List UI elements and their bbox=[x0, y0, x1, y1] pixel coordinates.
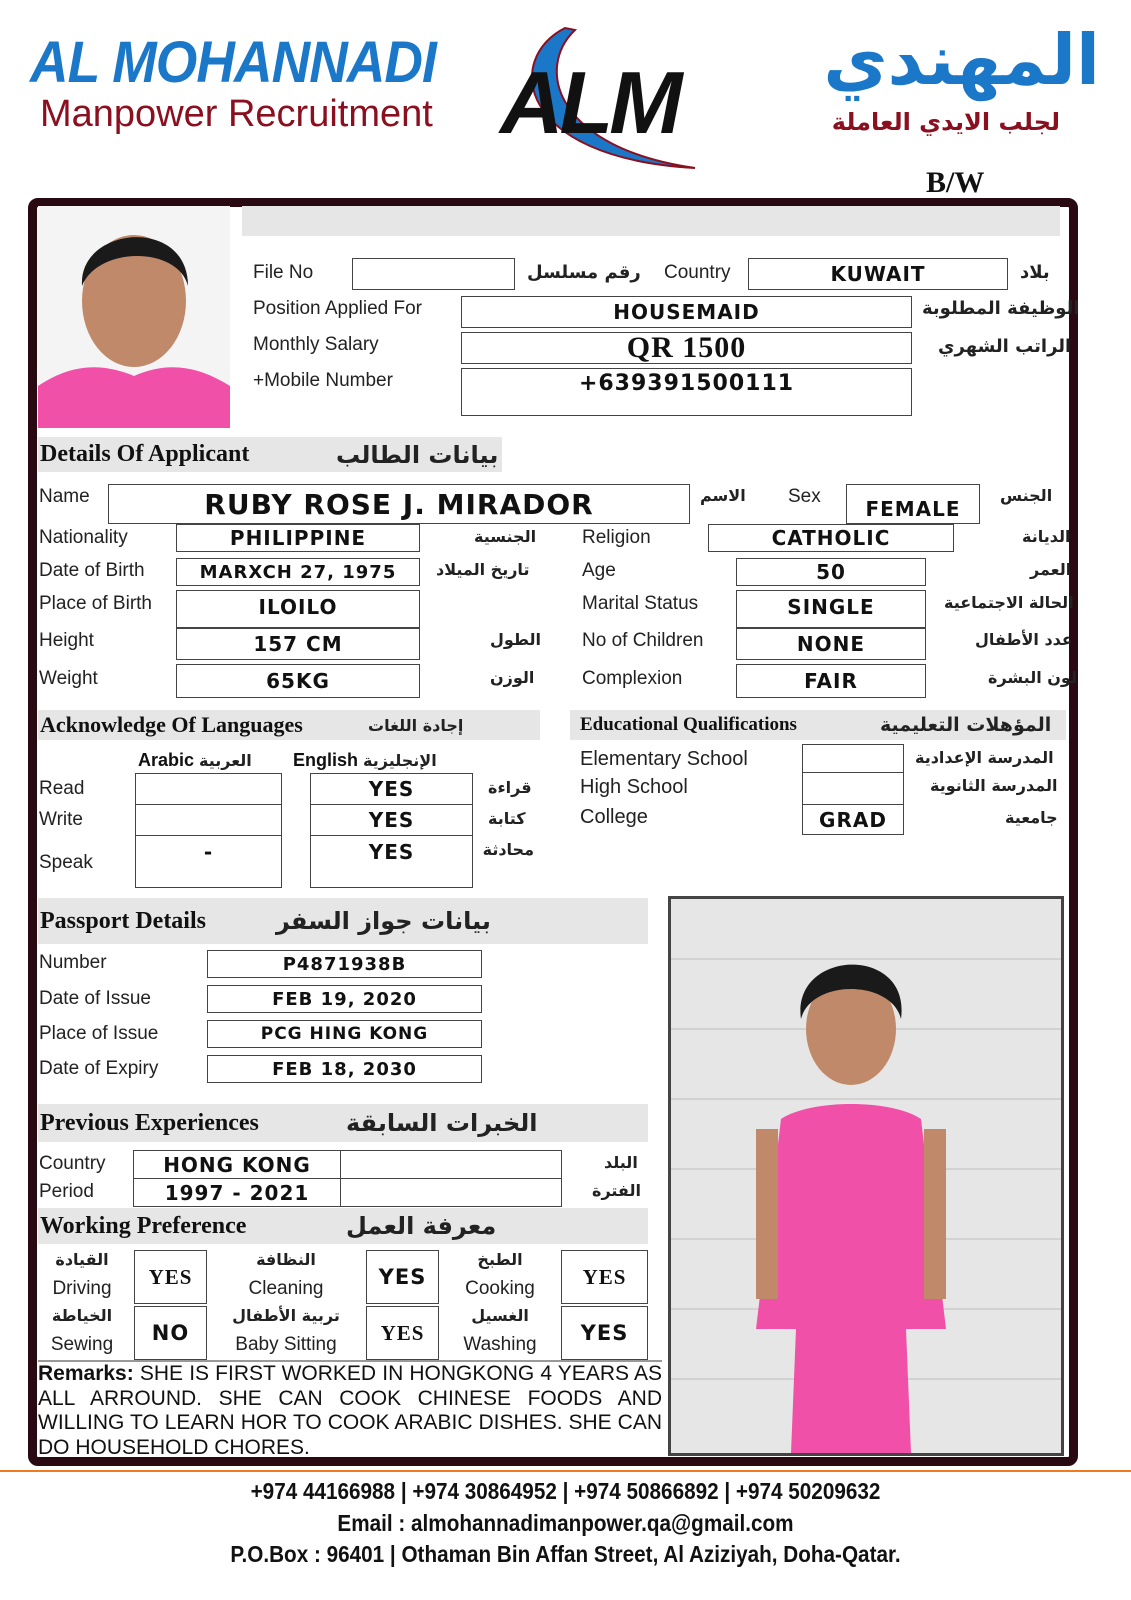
details-header bbox=[38, 437, 502, 472]
file-no-label: File No bbox=[253, 262, 314, 283]
pref-value[interactable]: YES bbox=[561, 1250, 648, 1304]
elementary-label-ar: المدرسة الإعدادية bbox=[915, 748, 1054, 767]
country-field[interactable]: KUWAIT bbox=[748, 258, 1008, 290]
pob-field[interactable]: ILOILO bbox=[176, 590, 420, 628]
pref-label-ar: الطبخ bbox=[477, 1250, 523, 1269]
issue-place-field[interactable]: PCG HING KONG bbox=[207, 1020, 482, 1048]
college-label-ar: جامعية bbox=[1005, 808, 1058, 827]
sex-label: Sex bbox=[788, 486, 821, 507]
pref-value[interactable]: YES bbox=[366, 1250, 439, 1304]
education-header bbox=[570, 710, 1066, 740]
remarks bbox=[38, 1360, 662, 1460]
position-label-ar: الوظيفة المطلوبة bbox=[922, 298, 1080, 319]
children-field[interactable]: NONE bbox=[736, 628, 926, 660]
preference-header bbox=[38, 1208, 648, 1244]
write-arabic[interactable] bbox=[135, 804, 282, 836]
age-label-ar: العمر bbox=[1030, 560, 1072, 579]
pref-value[interactable]: NO bbox=[134, 1306, 207, 1360]
age-label: Age bbox=[582, 560, 616, 581]
pref-label: Driving bbox=[52, 1278, 112, 1299]
english-col-ar: الإنجليزية bbox=[363, 751, 437, 770]
highschool-label: High School bbox=[580, 776, 688, 798]
applicant-full-photo bbox=[668, 896, 1064, 1456]
pref-label-ar: الخياطة bbox=[51, 1306, 113, 1325]
languages-title: Acknowledge Of Languages bbox=[40, 712, 303, 737]
logo-mark: ALM bbox=[500, 53, 679, 152]
exp-period-label-ar: الفترة bbox=[592, 1181, 641, 1200]
weight-field[interactable]: 65KG bbox=[176, 664, 420, 698]
experience-title-ar: الخبرات السابقة bbox=[346, 1109, 538, 1137]
arabic-col-label bbox=[138, 750, 252, 771]
english-col-text: English bbox=[293, 750, 359, 770]
experience-title: Previous Experiences bbox=[40, 1109, 259, 1136]
exp-period-field[interactable]: 1997 - 2021 bbox=[133, 1178, 341, 1207]
sex-label-ar: الجنس bbox=[1000, 486, 1053, 505]
pref-value[interactable]: YES bbox=[561, 1306, 648, 1360]
salary-field[interactable]: QR 1500 bbox=[461, 332, 912, 364]
pref-label-ar: القيادة bbox=[55, 1250, 109, 1269]
elementary-field[interactable] bbox=[802, 744, 904, 773]
write-label-ar: كتابة bbox=[488, 809, 526, 828]
remarks-text: SHE IS FIRST WORKED IN HONGKONG 4 YEARS AS ALL ARROUND. SHE CAN COOK CHINESE FOODS AND WILLING TO LEARN HOR TO COOK ARABIC DISHES. SHE CAN DO HOUSEHOLD CHORES. bbox=[38, 1362, 662, 1459]
sex-field[interactable]: FEMALE bbox=[846, 484, 980, 524]
country-label: Country bbox=[664, 262, 731, 283]
elementary-label: Elementary School bbox=[580, 748, 748, 770]
pref-label: Sewing bbox=[50, 1334, 114, 1355]
file-no-field[interactable] bbox=[352, 258, 515, 290]
exp-country-label: Country bbox=[39, 1153, 106, 1174]
mobile-field[interactable]: +639391500111 bbox=[461, 368, 912, 416]
file-no-label-ar: رقم مسلسل bbox=[527, 262, 641, 283]
children-label-ar: عدد الأطفال bbox=[975, 630, 1073, 649]
pref-label: Washing bbox=[463, 1334, 537, 1355]
marital-label: Marital Status bbox=[582, 593, 699, 614]
college-field[interactable]: GRAD bbox=[802, 804, 904, 835]
languages-header bbox=[38, 710, 540, 740]
read-english[interactable]: YES bbox=[310, 773, 473, 805]
name-field[interactable]: RUBY ROSE J. MIRADOR bbox=[108, 484, 690, 524]
english-col-label bbox=[293, 750, 437, 771]
details-title-ar: بيانات الطالب bbox=[336, 440, 499, 469]
salary-label: Monthly Salary bbox=[253, 334, 379, 355]
position-field[interactable]: HOUSEMAID bbox=[461, 296, 912, 328]
logo-en: AL MOHANNADI bbox=[30, 30, 436, 95]
footer-address: P.O.Box : 96401 | Othaman Bin Affan Street, Al Aziziyah, Doha-Qatar. bbox=[230, 1541, 901, 1567]
preference-title-ar: معرفة العمل bbox=[346, 1212, 497, 1240]
nationality-label-ar: الجنسية bbox=[474, 527, 537, 546]
exp-period-label: Period bbox=[39, 1181, 94, 1202]
religion-label-ar: الديانة bbox=[1022, 527, 1071, 546]
name-label: Name bbox=[39, 486, 90, 507]
position-label: Position Applied For bbox=[253, 298, 422, 319]
passport-number-label: Number bbox=[39, 952, 107, 973]
applicant-headshot bbox=[38, 206, 230, 428]
dob-field[interactable]: MARXCH 27, 1975 bbox=[176, 558, 420, 586]
age-field[interactable]: 50 bbox=[736, 558, 926, 586]
height-field[interactable]: 157 CM bbox=[176, 628, 420, 660]
marital-label-ar: الحالة الاجتماعية bbox=[944, 593, 1074, 612]
exp-country-field[interactable]: HONG KONG bbox=[133, 1150, 341, 1179]
complexion-label-ar: لون البشرة bbox=[988, 668, 1077, 687]
pob-label: Place of Birth bbox=[39, 593, 152, 614]
read-label-ar: قراءة bbox=[488, 778, 532, 797]
logo-subtitle: Manpower Recruitment bbox=[40, 93, 433, 135]
issue-date-label: Date of Issue bbox=[39, 988, 151, 1009]
country-label-ar: بلاد bbox=[1020, 262, 1050, 283]
pref-label: Baby Sitting bbox=[235, 1334, 337, 1355]
height-label-ar: الطول bbox=[490, 630, 541, 649]
languages-title-ar: إجادة اللغات bbox=[368, 715, 464, 735]
nationality-label: Nationality bbox=[39, 527, 128, 548]
salary-label-ar: الراتب الشهري bbox=[938, 336, 1072, 357]
issue-place-label: Place of Issue bbox=[39, 1023, 159, 1044]
passport-title-ar: بيانات جواز السفر bbox=[276, 907, 491, 935]
religion-field[interactable]: CATHOLIC bbox=[708, 524, 954, 552]
nationality-field[interactable]: PHILIPPINE bbox=[176, 524, 420, 552]
speak-label: Speak bbox=[39, 852, 93, 873]
expiry-date-label: Date of Expiry bbox=[39, 1058, 159, 1079]
write-english[interactable]: YES bbox=[310, 804, 473, 836]
weight-label: Weight bbox=[39, 668, 98, 689]
form-code: B/W bbox=[926, 166, 985, 199]
pref-label: Cooking bbox=[465, 1278, 535, 1299]
marital-field[interactable]: SINGLE bbox=[736, 590, 926, 628]
arabic-col-ar: العربية bbox=[199, 751, 252, 770]
remarks-label: Remarks: bbox=[38, 1362, 134, 1385]
exp-period-extra[interactable] bbox=[340, 1178, 562, 1207]
top-gray-bar bbox=[242, 206, 1060, 236]
highschool-label-ar: المدرسة الثانوية bbox=[930, 776, 1058, 795]
logo-ar-subtitle: لجلب الايدي العاملة bbox=[831, 108, 1060, 136]
passport-number-field[interactable]: P4871938B bbox=[207, 950, 482, 978]
speak-arabic[interactable]: - bbox=[135, 835, 282, 888]
exp-country-label-ar: البلد bbox=[604, 1153, 638, 1172]
read-label: Read bbox=[39, 778, 85, 799]
arabic-col-text: Arabic bbox=[138, 750, 195, 770]
footer-email[interactable]: Email : almohannadimanpower.qa@gmail.com bbox=[337, 1510, 794, 1536]
mobile-label: +Mobile Number bbox=[253, 370, 393, 391]
pref-value[interactable]: YES bbox=[134, 1250, 207, 1304]
write-label: Write bbox=[39, 809, 83, 830]
speak-english[interactable]: YES bbox=[310, 835, 473, 888]
children-label: No of Children bbox=[582, 630, 704, 651]
height-label: Height bbox=[39, 630, 94, 651]
highschool-field[interactable] bbox=[802, 772, 904, 805]
dob-label-ar: تاريخ الميلاد bbox=[436, 560, 530, 579]
religion-label: Religion bbox=[582, 527, 651, 548]
complexion-field[interactable]: FAIR bbox=[736, 664, 926, 698]
passport-title: Passport Details bbox=[40, 907, 206, 934]
pref-label-ar: تربية الأطفال bbox=[232, 1306, 340, 1325]
pref-label-ar: الغسيل bbox=[471, 1306, 529, 1325]
footer-divider bbox=[0, 1470, 1131, 1472]
pref-label: Cleaning bbox=[248, 1278, 324, 1299]
exp-country-extra[interactable] bbox=[340, 1150, 562, 1179]
education-title: Educational Qualifications bbox=[580, 714, 797, 735]
weight-label-ar: الوزن bbox=[490, 668, 535, 687]
complexion-label: Complexion bbox=[582, 668, 683, 689]
preference-title: Working Preference bbox=[40, 1212, 247, 1239]
read-arabic[interactable] bbox=[135, 773, 282, 805]
pref-value[interactable]: YES bbox=[366, 1306, 439, 1360]
name-label-ar: الاسم bbox=[700, 486, 746, 505]
expiry-date-field[interactable]: FEB 18, 2030 bbox=[207, 1055, 482, 1083]
details-title: Details Of Applicant bbox=[40, 441, 250, 467]
dob-label: Date of Birth bbox=[39, 560, 145, 581]
speak-label-ar: محادثة bbox=[482, 840, 534, 859]
pref-label-ar: النظافة bbox=[256, 1250, 316, 1269]
college-label: College bbox=[580, 806, 648, 828]
footer-phones: +974 44166988 | +974 30864952 | +974 50866892 | +974 50209632 bbox=[250, 1478, 881, 1504]
experience-header bbox=[38, 1104, 648, 1142]
issue-date-field[interactable]: FEB 19, 2020 bbox=[207, 985, 482, 1013]
passport-header bbox=[38, 898, 648, 944]
education-title-ar: المؤهلات التعليمية bbox=[880, 714, 1052, 736]
logo-ar: المهندي bbox=[823, 19, 1100, 101]
